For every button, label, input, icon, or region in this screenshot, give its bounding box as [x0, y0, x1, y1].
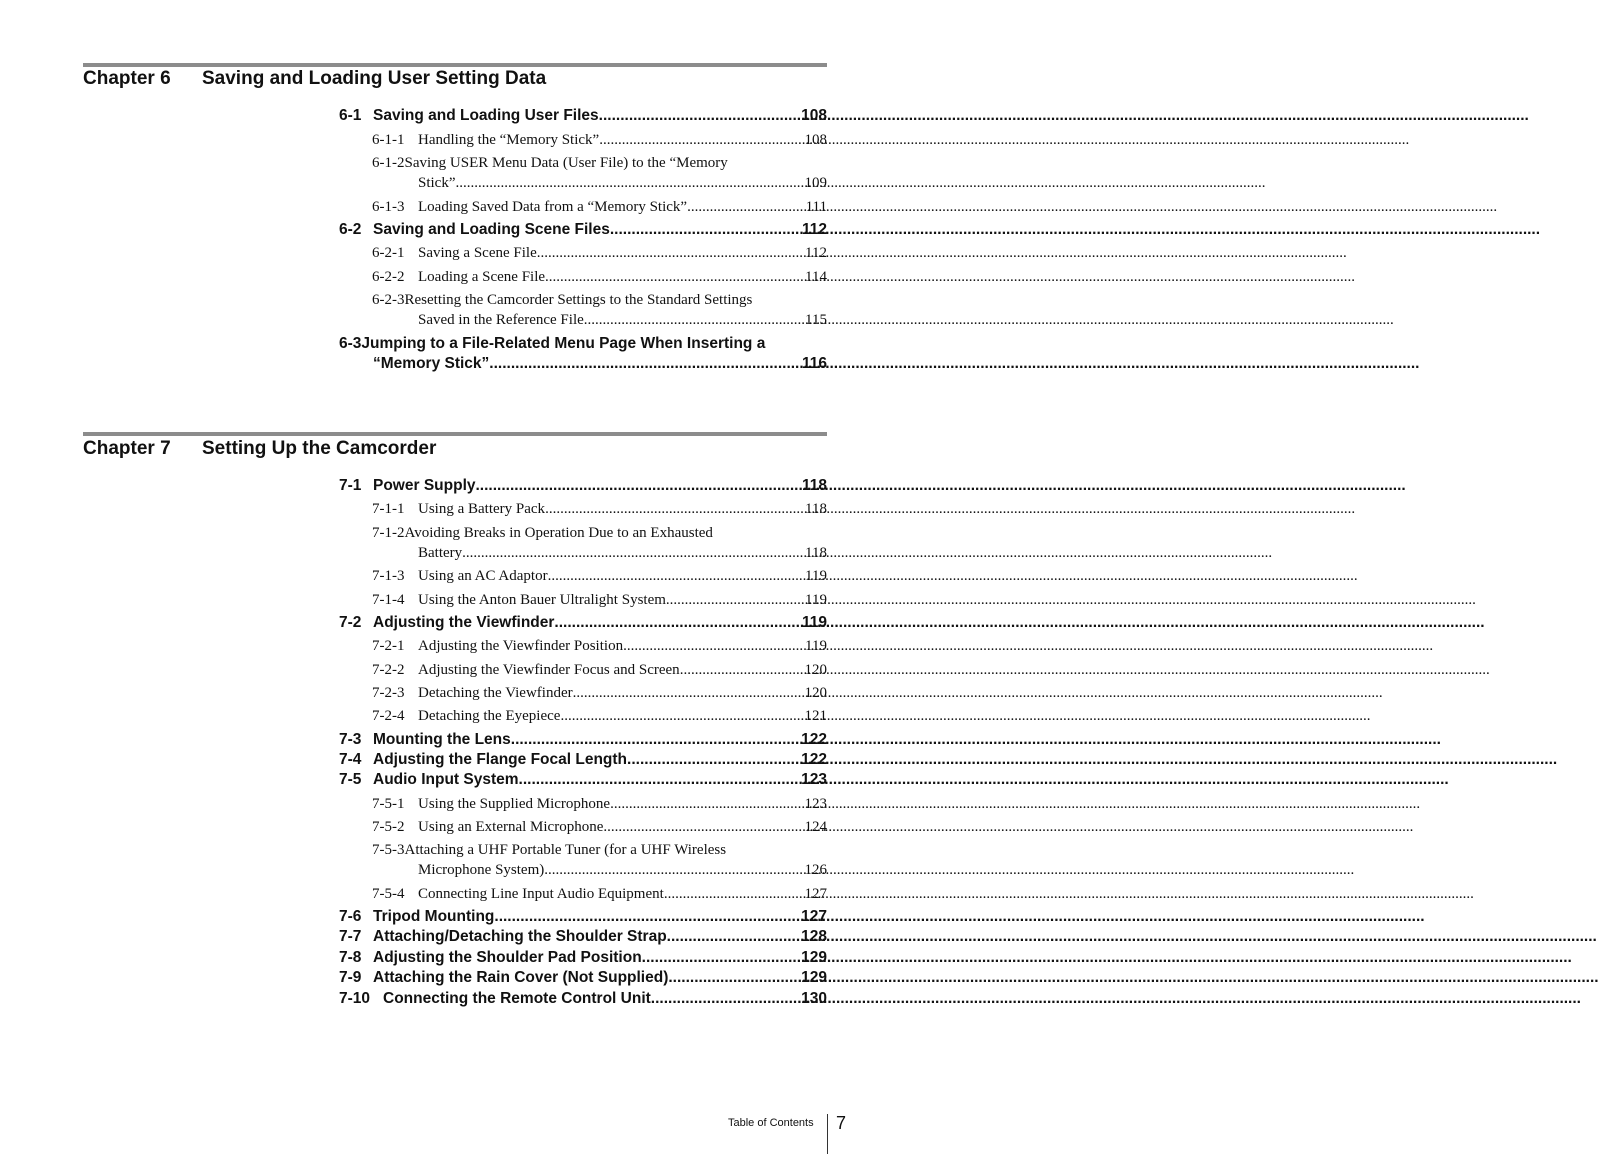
dot-leader: [573, 683, 805, 703]
entry-number: 6-1-1: [372, 132, 405, 148]
toc-subsection-entry[interactable]: [372, 840, 827, 880]
toc-section-entry[interactable]: [339, 220, 827, 240]
entry-title: Audio Input System: [373, 771, 519, 788]
dot-leader: [519, 770, 802, 790]
dot-leader: [603, 817, 804, 837]
chapter-heading: [83, 68, 546, 90]
entry-title-line: [372, 840, 827, 860]
page-ref: 118: [801, 477, 827, 494]
toc-section-entry[interactable]: [339, 927, 827, 947]
entry-row: [372, 636, 827, 656]
page-ref: 108: [804, 132, 827, 148]
entry-title: Loading Saved Data from a “Memory Stick”: [418, 199, 688, 215]
entry-title: Attaching/Detaching the Shoulder Strap: [373, 928, 667, 945]
entry-title-continued: Stick”: [418, 175, 456, 191]
entry-title: Attaching the Rain Cover (Not Supplied): [373, 969, 669, 986]
entry-row: [372, 130, 827, 150]
dot-leader: [476, 476, 802, 496]
footer-label: Table of Contents: [728, 1117, 814, 1129]
dot-leader: [687, 197, 806, 217]
entry-title: Using an External Microphone: [418, 819, 604, 835]
entry-title-line: [339, 354, 827, 374]
dot-leader: [462, 543, 805, 563]
entry-number: 7-3: [339, 731, 362, 748]
entry-row: [339, 907, 827, 927]
entry-title-continued: Microphone System): [418, 862, 545, 878]
dot-leader: [666, 590, 805, 610]
entry-number: 7-1-1: [372, 501, 405, 517]
toc-subsection-entry[interactable]: [372, 130, 827, 150]
entry-row: [339, 476, 827, 496]
entry-number: 7-5-4: [372, 886, 405, 902]
toc-subsection-entry[interactable]: [372, 590, 827, 610]
dot-leader: [560, 706, 804, 726]
toc-subsection-entry[interactable]: [372, 884, 827, 904]
entry-title: Connecting the Remote Control Unit: [383, 990, 651, 1007]
entry-number: 7-5-1: [372, 796, 405, 812]
entry-row: [339, 730, 827, 750]
entry-title: Resetting the Camcorder Settings to the Standard Settings: [404, 292, 753, 308]
chapter-divider: [83, 432, 827, 436]
entry-row: [339, 220, 827, 240]
page-ref: 109: [804, 175, 827, 191]
entry-row: [372, 197, 827, 217]
entry-number: 6-1: [339, 107, 362, 124]
entry-row: [372, 683, 827, 703]
entry-number: 7-1-2: [372, 525, 405, 541]
dot-leader: [511, 730, 801, 750]
dot-leader: [584, 310, 805, 330]
page-ref: 129: [801, 969, 827, 986]
page-ref: 115: [805, 312, 827, 328]
toc-section-entry[interactable]: [339, 968, 827, 988]
entry-title: Attaching a UHF Portable Tuner (for a UHF Wireless: [404, 842, 727, 858]
entry-title: Adjusting the Viewfinder Position: [418, 638, 624, 654]
toc-subsection-entry[interactable]: [372, 566, 827, 586]
toc-section-entry[interactable]: [339, 730, 827, 750]
page-ref: 108: [801, 107, 827, 124]
entry-row: [372, 499, 827, 519]
entry-title: Detaching the Viewfinder: [418, 685, 573, 701]
dot-leader: [537, 243, 805, 263]
chapter-title: Setting Up the Camcorder: [202, 438, 437, 459]
dot-leader: [544, 860, 804, 880]
entry-title: Using the Anton Bauer Ultralight System: [418, 592, 666, 608]
entry-row: [372, 660, 827, 680]
entry-title-line: [372, 290, 827, 310]
entry-title: Saving USER Menu Data (User File) to the “Memory: [404, 155, 728, 171]
entry-number: 7-4: [339, 751, 362, 768]
page-ref: 112: [801, 221, 827, 238]
dot-leader: [610, 794, 804, 814]
entry-number: 7-1-3: [372, 568, 405, 584]
page-ref: 118: [805, 501, 827, 517]
dot-leader: [456, 173, 805, 193]
entry-row: [339, 968, 827, 988]
page-ref: 111: [805, 199, 827, 215]
page-ref: 119: [805, 638, 827, 654]
toc-section-entry[interactable]: [339, 106, 827, 126]
dot-leader: [680, 660, 805, 680]
dot-leader: [610, 220, 802, 240]
toc-subsection-entry[interactable]: [372, 197, 827, 217]
chapter-title: Saving and Loading User Setting Data: [202, 68, 547, 89]
entry-row: [372, 566, 827, 586]
entry-row: [339, 948, 827, 968]
entry-number: 7-2-3: [372, 685, 405, 701]
toc-subsection-entry[interactable]: [372, 243, 827, 263]
entry-number: 6-3: [339, 335, 362, 352]
dot-leader: [623, 636, 805, 656]
entry-title-line: [372, 543, 827, 563]
toc-subsection-entry[interactable]: [372, 817, 827, 837]
entry-row: [372, 817, 827, 837]
dot-leader: [545, 267, 805, 287]
entry-title: Using the Supplied Microphone: [418, 796, 611, 812]
entry-title: Adjusting the Flange Focal Length: [373, 751, 628, 768]
page-ref: 126: [804, 862, 827, 878]
page-ref: 127: [801, 908, 827, 925]
entry-title-line: [372, 523, 827, 543]
entry-number: 7-6: [339, 908, 362, 925]
dot-leader: [554, 613, 802, 633]
page-ref: 116: [801, 355, 827, 372]
entry-title: Detaching the Eyepiece: [418, 708, 561, 724]
page-ref: 122: [801, 731, 827, 748]
toc-section-entry[interactable]: [339, 989, 827, 1009]
toc-section-entry[interactable]: [339, 948, 827, 968]
entry-number: 7-2-1: [372, 638, 405, 654]
dot-leader: [664, 884, 805, 904]
page-ref: 128: [801, 928, 827, 945]
entry-row: [339, 106, 827, 126]
footer-divider: [827, 1114, 828, 1154]
entry-number: 7-10: [339, 990, 371, 1007]
toc-subsection-entry[interactable]: [372, 706, 827, 726]
page-ref: 120: [804, 685, 827, 701]
page-ref: 119: [805, 568, 827, 584]
entry-number: 6-1-3: [372, 199, 405, 215]
entry-title: Avoiding Breaks in Operation Due to an Exhausted: [404, 525, 713, 541]
toc-subsection-entry[interactable]: [372, 290, 827, 330]
dot-leader: [599, 130, 804, 150]
dot-leader: [667, 927, 801, 947]
page-ref: 121: [804, 708, 827, 724]
dot-leader: [668, 968, 801, 988]
page-ref: 120: [804, 662, 827, 678]
entry-title: Handling the “Memory Stick”: [418, 132, 600, 148]
toc-subsection-entry[interactable]: [372, 636, 827, 656]
toc-subsection-entry[interactable]: [372, 499, 827, 519]
toc-section-entry[interactable]: [339, 476, 827, 496]
toc-section-entry[interactable]: [339, 750, 827, 770]
entry-title: Using a Battery Pack: [418, 501, 546, 517]
page-ref: 124: [804, 819, 827, 835]
entry-title: Jumping to a File-Related Menu Page When Inserting a: [361, 335, 766, 352]
entry-title: Saving a Scene File: [418, 245, 537, 261]
entry-row: [372, 243, 827, 263]
entry-row: [372, 706, 827, 726]
page-ref: 123: [804, 796, 827, 812]
entry-title-continued: Battery: [418, 545, 463, 561]
toc-subsection-entry[interactable]: [372, 267, 827, 287]
entry-number: 7-1: [339, 477, 362, 494]
entry-row: [339, 750, 827, 770]
entry-title-continued: “Memory Stick”: [373, 355, 490, 372]
entry-title-line: [372, 860, 827, 880]
entry-title: Adjusting the Shoulder Pad Position: [373, 949, 642, 966]
toc-subsection-entry[interactable]: [372, 794, 827, 814]
entry-number: 7-9: [339, 969, 362, 986]
dot-leader: [494, 907, 801, 927]
entry-row: [339, 989, 827, 1009]
entry-title: Loading a Scene File: [418, 269, 546, 285]
entry-number: 7-2-4: [372, 708, 405, 724]
entry-number: 7-7: [339, 928, 362, 945]
entry-number: 6-2-2: [372, 269, 405, 285]
entry-title-line: [372, 153, 827, 173]
toc-section-entry[interactable]: [339, 770, 827, 790]
toc-subsection-entry[interactable]: [372, 523, 827, 563]
dot-leader: [651, 989, 801, 1009]
toc-section-entry[interactable]: [339, 613, 827, 633]
entry-number: 7-2-2: [372, 662, 405, 678]
entry-title-line: [372, 173, 827, 193]
entry-row: [372, 794, 827, 814]
entry-row: [339, 613, 827, 633]
dot-leader: [642, 948, 801, 968]
entry-title-line: [372, 310, 827, 330]
entry-number: 7-5: [339, 771, 362, 788]
entry-row: [372, 884, 827, 904]
dot-leader: [548, 566, 805, 586]
entry-title: Tripod Mounting: [373, 908, 495, 925]
entry-row: [339, 927, 827, 947]
dot-leader: [599, 106, 801, 126]
entry-row: [372, 267, 827, 287]
toc-section-entry[interactable]: [339, 334, 827, 374]
toc-subsection-entry[interactable]: [372, 660, 827, 680]
toc-section-entry[interactable]: [339, 907, 827, 927]
chapter-divider: [83, 63, 827, 67]
toc-subsection-entry[interactable]: [372, 153, 827, 193]
entry-number: 6-1-2: [372, 155, 405, 171]
entry-row: [339, 770, 827, 790]
page-ref: 127: [804, 886, 827, 902]
chapter-heading: [83, 438, 436, 460]
dot-leader: [489, 354, 802, 374]
entry-title: Mounting the Lens: [373, 731, 511, 748]
entry-title: Adjusting the Viewfinder: [373, 614, 555, 631]
entry-title: Adjusting the Viewfinder Focus and Screen: [418, 662, 680, 678]
entry-number: 7-1-4: [372, 592, 405, 608]
toc-subsection-entry[interactable]: [372, 683, 827, 703]
dot-leader: [545, 499, 805, 519]
entry-number: 6-2: [339, 221, 362, 238]
entry-title: Using an AC Adaptor: [418, 568, 548, 584]
entry-number: 6-2-3: [372, 292, 405, 308]
page-ref: 119: [805, 592, 827, 608]
chapter-number: Chapter 7: [83, 438, 171, 459]
entry-number: 6-2-1: [372, 245, 405, 261]
entry-number: 7-5-3: [372, 842, 405, 858]
entry-number: 7-5-2: [372, 819, 405, 835]
entry-number: 7-2: [339, 614, 362, 631]
entry-title-line: [339, 334, 827, 354]
page-number: 7: [836, 1113, 847, 1133]
entry-title: Saving and Loading User Files: [373, 107, 599, 124]
page-ref: 114: [805, 269, 827, 285]
dot-leader: [627, 750, 801, 770]
entry-title: Saving and Loading Scene Files: [373, 221, 610, 238]
entry-row: [372, 590, 827, 610]
entry-title: Connecting Line Input Audio Equipment: [418, 886, 664, 902]
entry-title: Power Supply: [373, 477, 476, 494]
page-ref: 129: [801, 949, 827, 966]
entry-number: 7-8: [339, 949, 362, 966]
page-ref: 112: [805, 245, 827, 261]
entry-title-continued: Saved in the Reference File: [418, 312, 584, 328]
page-ref: 119: [801, 614, 827, 631]
page-ref: 118: [805, 545, 827, 561]
page-ref: 123: [801, 771, 827, 788]
page-ref: 122: [801, 751, 827, 768]
page-ref: 130: [801, 990, 827, 1007]
chapter-number: Chapter 6: [83, 68, 171, 89]
